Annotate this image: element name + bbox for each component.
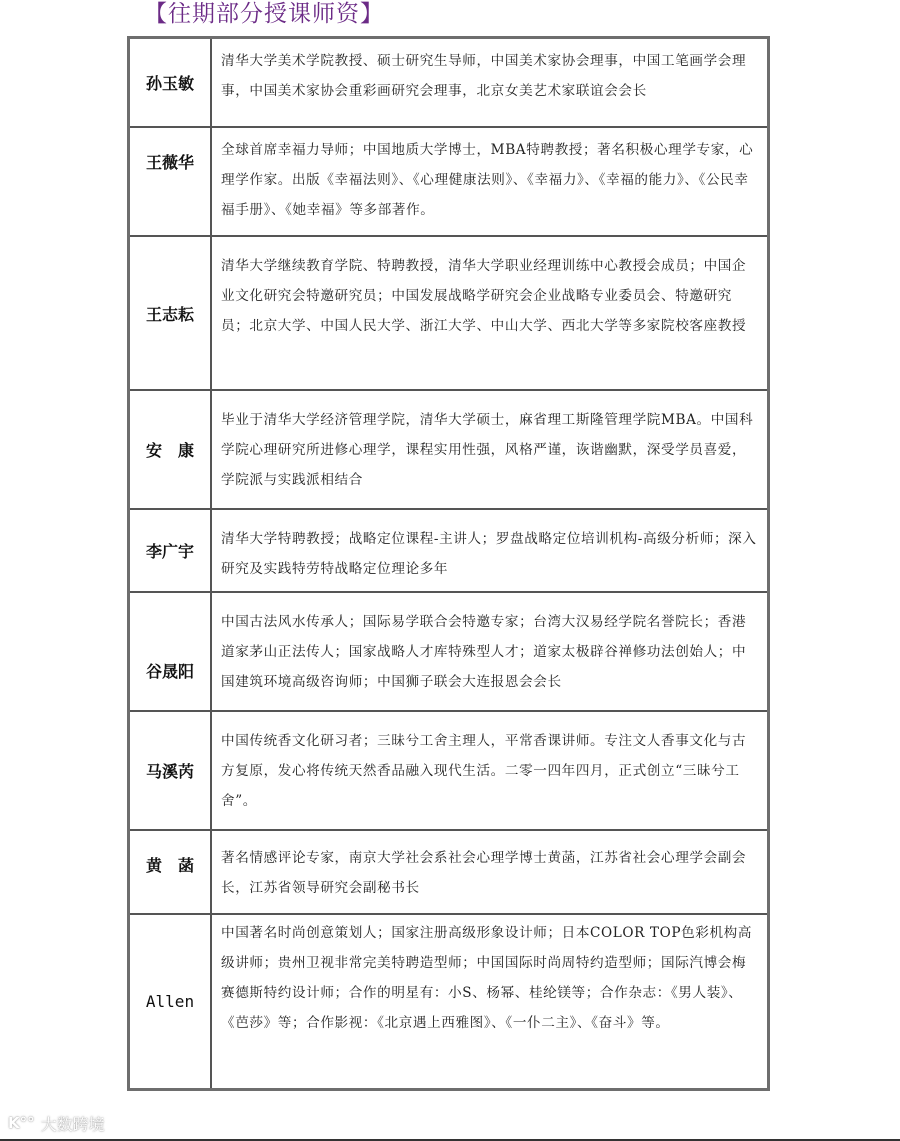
instructor-bio: 全球首席幸福力导师；中国地质大学博士，MBA特聘教授；著名积极心理学专家，心理学作家。出版《幸福法则》、《心理健康法则》、《幸福力》、《幸福的能力》、《公民幸福手册》、《她幸福》等多部著作。 xyxy=(221,142,754,218)
table-row xyxy=(130,126,767,235)
instructor-name: 王志耘 xyxy=(130,237,212,389)
table-row xyxy=(130,829,767,913)
instructor-table xyxy=(127,36,770,1091)
instructor-name: 王薇华 xyxy=(130,128,212,235)
instructor-name: 马溪芮 xyxy=(130,712,212,829)
instructor-name: 黄 菡 xyxy=(130,831,212,913)
section-title: 【往期部分授课师资】 xyxy=(144,1,384,27)
instructor-name: 谷晟阳 xyxy=(130,593,212,710)
instructor-name: 安 康 xyxy=(130,391,212,508)
instructor-bio: 中国著名时尚创意策划人；国家注册高级形象设计师；日本COLOR TOP色彩机构高级讲师；贵州卫视非常完美特聘造型师；中国国际时尚周特约造型师；国际汽博会梅赛德斯特约设计师；合作的明星有：小S、杨幂、桂纶镁等；合作杂志：《男人装》、《芭莎》等；合作影视：《北京遇上西雅图》、《一仆二主》、《奋斗》等。 xyxy=(221,925,753,1031)
instructor-name: 孙玉敏 xyxy=(130,39,212,126)
table-row xyxy=(130,39,767,126)
instructor-name: 李广宇 xyxy=(130,510,212,591)
table-row xyxy=(130,389,767,508)
table-row xyxy=(130,508,767,591)
table-row xyxy=(130,235,767,389)
instructor-name: Allen xyxy=(130,915,212,1088)
instructor-bio: 清华大学美术学院教授、硕士研究生导师，中国美术家协会理事，中国工笔画学会理事，中国美术家协会重彩画研究会理事，北京女美艺术家联谊会会长 xyxy=(221,53,747,99)
watermark xyxy=(8,1112,105,1134)
table-row xyxy=(130,913,767,1088)
brand-logo-icon: K°° xyxy=(8,1114,35,1132)
instructor-bio: 毕业于清华大学经济管理学院，清华大学硕士，麻省理工斯隆管理学院MBA。中国科学院心理研究所进修心理学，课程实用性强，风格严谨，诙谐幽默，深受学员喜爱，学院派与实践派相结合 xyxy=(221,412,754,488)
instructor-bio: 著名情感评论专家，南京大学社会系社会心理学博士黄菡，江苏省社会心理学会副会长，江苏省领导研究会副秘书长 xyxy=(221,850,747,896)
instructor-bio: 清华大学继续教育学院、特聘教授，清华大学职业经理训练中心教授会成员；中国企业文化研究会特邀研究员；中国发展战略学研究会企业战略专业委员会、特邀研究员；北京大学、中国人民大学、浙江大学、中山大学、西北大学等多家院校客座教授 xyxy=(221,258,747,334)
instructor-bio: 中国古法风水传承人；国际易学联合会特邀专家；台湾大汉易经学院名誉院长；香港道家茅山正法传人；国家战略人才库特殊型人才；道家太极辟谷禅修功法创始人；中国建筑环境高级咨询师；中国狮子联会大连报恩会会长 xyxy=(221,614,747,690)
table-row xyxy=(130,591,767,710)
table-row xyxy=(130,710,767,829)
instructor-bio: 清华大学特聘教授；战略定位课程-主讲人；罗盘战略定位培训机构-高级分析师；深入研究及实践特劳特战略定位理论多年 xyxy=(221,531,757,577)
instructor-bio: 中国传统香文化研习者；三昧兮工舍主理人，平常香课讲师。专注文人香事文化与古方复原，发心将传统天然香品融入现代生活。二零一四年四月，正式创立“三昧兮工舍”。 xyxy=(221,733,747,809)
watermark-text: 大数跨境 xyxy=(40,1114,105,1134)
